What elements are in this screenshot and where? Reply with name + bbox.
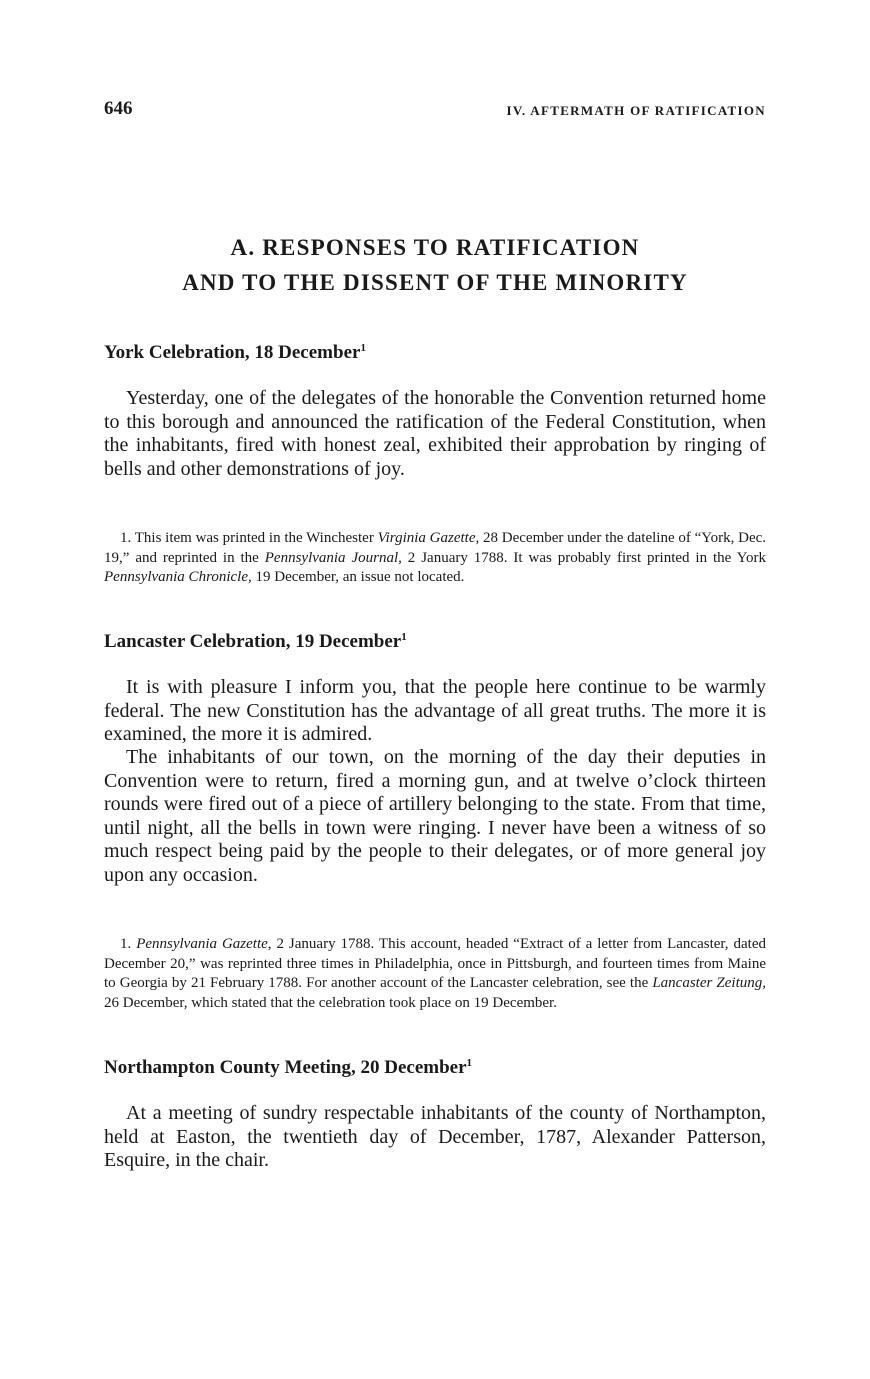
york-paragraph: Yesterday, one of the delegates of the honorable the Convention returned home to this borough and announced the ratification of the Federal Constitution, when the inhabitants, fired with honest zeal, exhibited their approbation by ringing of bells and other demonstrations of joy.	[104, 387, 766, 480]
publication-title: Pennsylvania Chronicle,	[104, 569, 252, 585]
section-heading-northampton	[104, 1057, 472, 1079]
section-heading-text: Lancaster Celebration, 19 December	[104, 631, 402, 652]
running-head: IV. AFTERMATH OF RATIFICATION	[506, 103, 766, 118]
section-heading-lancaster	[104, 631, 407, 653]
section-heading-york	[104, 342, 366, 364]
lancaster-paragraph-1: It is with pleasure I inform you, that the people here continue to be warmly federal. The new Constitution has the advantage of all great truths. The more it is examined, the more it is admired.	[104, 676, 766, 746]
footnote-text: 28 December under the dateline of “York, Dec. 19,” and reprinted in the	[104, 530, 767, 566]
northampton-paragraph: At a meeting of sundry respectable inhabitants of the county of Northampton, held at Easton, the twentieth day of December, 1787, Alexander Patterson, Esquire, in the chair.	[104, 1102, 766, 1172]
footnote-text: 19 December, an issue not located.	[251, 569, 465, 585]
footnote-text: 1. This item was printed in the Winchester	[120, 530, 378, 546]
section-heading-text: Northampton County Meeting, 20 December	[104, 1057, 467, 1078]
publication-title: Pennsylvania Gazette,	[136, 936, 272, 952]
publication-title: Virginia Gazette,	[377, 530, 480, 546]
chapter-title-line-1: A. RESPONSES TO RATIFICATION	[230, 235, 640, 260]
footnote-mark: 1	[466, 1057, 473, 1069]
footnote-text: 2 January 1788. This account, headed “Extract of a letter from Lancaster, dated December 20,” was reprinted three times in Philadelphia, once in Pittsburgh, and fourteen times from Maine to Georgia by 21 February 1788. For another account of the Lancaster celebration, see the	[104, 936, 766, 991]
chapter-title-line-2: AND TO THE DISSENT OF THE MINORITY	[182, 270, 688, 295]
chapter-title	[60, 230, 810, 300]
publication-title: Pennsylvania Journal,	[264, 549, 402, 566]
footnote-mark: 1	[401, 631, 407, 643]
page-number: 646	[104, 98, 133, 119]
section-heading-text: York Celebration, 18 December	[104, 342, 361, 363]
footnote-text: 26 December, which stated that the celebration took place on 19 December.	[104, 994, 557, 1011]
lancaster-paragraph-2: The inhabitants of our town, on the morning of the day their deputies in Convention were to return, fired a morning gun, and at twelve o’clock thirteen rounds were fired out of a piece of artillery belonging to the state. From that time, until night, all the bells in town were ringing. I never have been a witness of so much respect being paid by the people to their delegates, or of more general joy upon any occasion.	[104, 746, 766, 886]
footnote-text: 2 January 1788. It was probably first printed in the York	[401, 549, 767, 566]
lancaster-footnote	[104, 935, 766, 1013]
footnote-mark: 1	[360, 342, 366, 354]
york-footnote	[104, 529, 766, 588]
publication-title: Lancaster Zeitung,	[652, 975, 766, 991]
footnote-text: 1.	[120, 936, 137, 952]
